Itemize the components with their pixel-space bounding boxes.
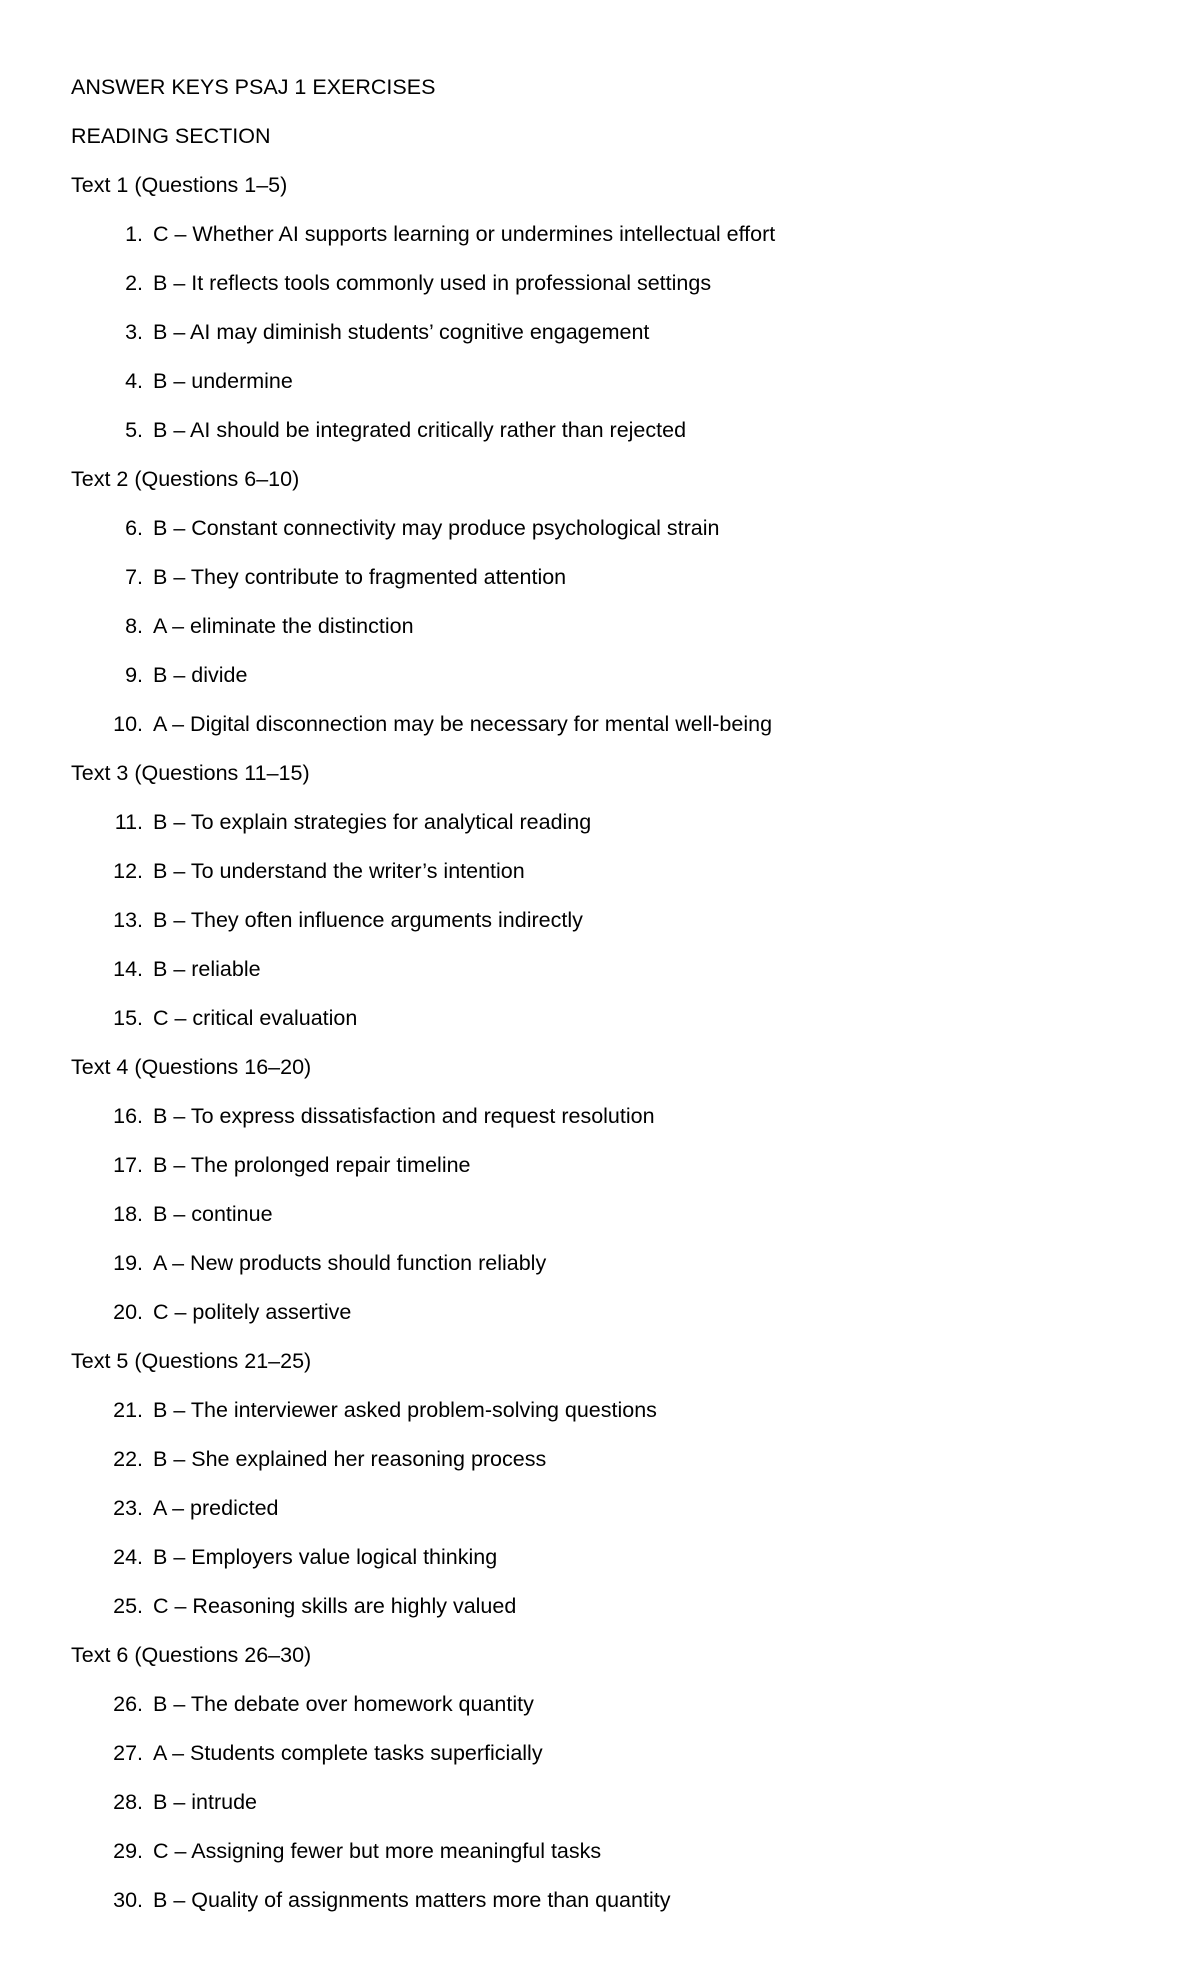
answer-item [71, 660, 1131, 709]
answer-text: A – eliminate the distinction [153, 614, 414, 638]
answer-number: 8. [125, 614, 143, 638]
answer-text: A – predicted [153, 1496, 279, 1520]
answer-item [71, 1199, 1131, 1248]
answer-text: C – critical evaluation [153, 1006, 358, 1030]
answer-number: 15. [113, 1006, 143, 1030]
text-heading: Text 5 (Questions 21–25) [71, 1349, 312, 1373]
answer-number: 18. [113, 1202, 143, 1226]
text-heading: Text 4 (Questions 16–20) [71, 1055, 312, 1079]
answer-text: C – politely assertive [153, 1300, 352, 1324]
document-title: ANSWER KEYS PSAJ 1 EXERCISES [71, 75, 436, 99]
answer-number: 26. [113, 1692, 143, 1716]
answer-text: C – Whether AI supports learning or undermines intellectual effort [153, 222, 776, 246]
answer-text: B – It reflects tools commonly used in professional settings [153, 271, 712, 295]
answer-text: B – She explained her reasoning process [153, 1447, 547, 1471]
answer-number: 29. [113, 1839, 143, 1863]
answer-item [71, 1689, 1131, 1738]
answer-item [71, 268, 1131, 317]
answer-item [71, 1787, 1131, 1836]
answer-number: 1. [125, 222, 143, 246]
answer-item [71, 1542, 1131, 1591]
answer-item [71, 513, 1131, 562]
answer-number: 27. [113, 1741, 143, 1765]
text-heading: Text 6 (Questions 26–30) [71, 1643, 312, 1667]
answer-text: B – The prolonged repair timeline [153, 1153, 471, 1177]
answer-item [71, 1297, 1131, 1346]
answer-number: 25. [113, 1594, 143, 1618]
answer-number: 14. [113, 957, 143, 981]
answer-text: B – To explain strategies for analytical reading [153, 810, 592, 834]
answer-item [71, 1591, 1131, 1640]
answer-text: A – Students complete tasks superficially [153, 1741, 543, 1765]
answer-number: 10. [113, 712, 143, 736]
answer-number: 2. [125, 271, 143, 295]
answer-number: 3. [125, 320, 143, 344]
answer-text: B – Employers value logical thinking [153, 1545, 498, 1569]
answer-item [71, 905, 1131, 954]
answer-number: 21. [113, 1398, 143, 1422]
answer-item [71, 1150, 1131, 1199]
answer-item [71, 1836, 1131, 1885]
answer-text: B – undermine [153, 369, 293, 393]
answer-item [71, 219, 1131, 268]
answer-number: 23. [113, 1496, 143, 1520]
answer-text: B – They contribute to fragmented attention [153, 565, 567, 589]
answer-text: B – Quality of assignments matters more than quantity [153, 1888, 671, 1912]
answer-number: 20. [113, 1300, 143, 1324]
answer-text: B – They often influence arguments indirectly [153, 908, 583, 932]
answer-number: 19. [113, 1251, 143, 1275]
section-heading: READING SECTION [71, 124, 271, 148]
answer-number: 24. [113, 1545, 143, 1569]
answer-text: B – divide [153, 663, 248, 687]
answer-text: B – AI may diminish students’ cognitive engagement [153, 320, 650, 344]
answer-text: B – continue [153, 1202, 273, 1226]
answer-item [71, 807, 1131, 856]
answer-number: 4. [125, 369, 143, 393]
answer-text: B – AI should be integrated critically rather than rejected [153, 418, 687, 442]
answer-text: B – intrude [153, 1790, 257, 1814]
answer-number: 12. [113, 859, 143, 883]
answer-key-list [71, 170, 1131, 1934]
answer-item [71, 1493, 1131, 1542]
answer-item [71, 562, 1131, 611]
text-heading: Text 1 (Questions 1–5) [71, 173, 288, 197]
answer-item [71, 611, 1131, 660]
answer-text: A – New products should function reliably [153, 1251, 547, 1275]
answer-number: 5. [125, 418, 143, 442]
answer-number: 7. [125, 565, 143, 589]
text-heading: Text 2 (Questions 6–10) [71, 467, 300, 491]
answer-number: 22. [113, 1447, 143, 1471]
answer-number: 9. [125, 663, 143, 687]
text-heading: Text 3 (Questions 11–15) [71, 761, 310, 785]
answer-item [71, 1738, 1131, 1787]
answer-number: 30. [113, 1888, 143, 1912]
answer-text: B – The interviewer asked problem-solving questions [153, 1398, 657, 1422]
answer-number: 28. [113, 1790, 143, 1814]
answer-number: 6. [125, 516, 143, 540]
answer-text: B – To understand the writer’s intention [153, 859, 525, 883]
answer-item [71, 1444, 1131, 1493]
answer-text: B – Constant connectivity may produce psychological strain [153, 516, 720, 540]
answer-item [71, 415, 1131, 464]
answer-number: 17. [113, 1153, 143, 1177]
answer-item [71, 709, 1131, 758]
answer-item [71, 1003, 1131, 1052]
answer-item [71, 366, 1131, 415]
answer-text: A – Digital disconnection may be necessary for mental well-being [153, 712, 773, 736]
answer-item [71, 1395, 1131, 1444]
answer-item [71, 856, 1131, 905]
answer-item [71, 317, 1131, 366]
answer-item [71, 1248, 1131, 1297]
answer-text: B – To express dissatisfaction and request resolution [153, 1104, 655, 1128]
answer-item [71, 1101, 1131, 1150]
document-body [71, 72, 1131, 1934]
answer-text: B – reliable [153, 957, 261, 981]
answer-number: 11. [114, 810, 143, 834]
answer-number: 16. [113, 1104, 143, 1128]
answer-text: C – Reasoning skills are highly valued [153, 1594, 517, 1618]
answer-number: 13. [113, 908, 143, 932]
answer-text: B – The debate over homework quantity [153, 1692, 534, 1716]
answer-item [71, 954, 1131, 1003]
answer-text: C – Assigning fewer but more meaningful tasks [153, 1839, 602, 1863]
answer-item [71, 1885, 1131, 1934]
